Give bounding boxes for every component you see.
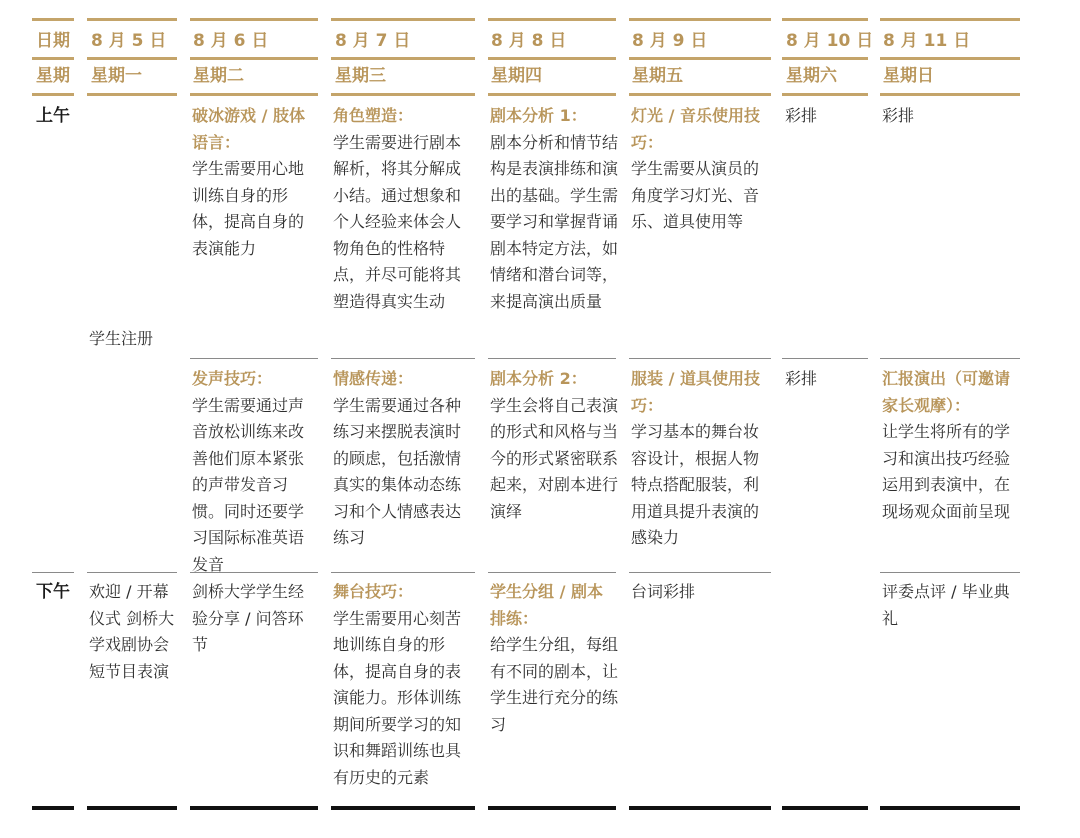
cell-body: 学生需要用心刻苦地训练自身的形体，提高自身的表演能力。形体训练期间所要学习的知识和舞蹈训练也具有历史的元素: [333, 608, 462, 787]
header-top-rule: [32, 18, 74, 21]
cell-body: 评委点评 / 毕业典礼: [882, 582, 1010, 628]
row-divider: [32, 572, 74, 573]
cell-body: 剑桥大学学生经验分享 / 问答环节: [192, 582, 305, 654]
row-divider: [331, 358, 475, 359]
cell-body: 学生会将自己表演的形式和风格与当今的形式紧密联系起来，对剧本进行演绎: [490, 395, 619, 521]
table-bottom-rule: [782, 806, 868, 810]
table-bottom-rule: [190, 806, 318, 810]
cell-title: 灯光 / 音乐使用技巧：: [631, 106, 760, 152]
cell-thu-morning-2: [490, 366, 618, 525]
cell-title: 学生分组 / 剧本排练：: [490, 582, 603, 628]
cell-body: 给学生分组，每组有不同的剧本，让学生进行充分的练习: [490, 635, 619, 734]
cell-mon-afternoon: [89, 579, 177, 685]
header-bottom-rule: [87, 93, 177, 96]
weekday-tue: 星期二: [193, 66, 244, 86]
row-divider: [87, 572, 177, 573]
cell-sun-morning-1: [882, 103, 1022, 130]
header-top-rule: [190, 18, 318, 21]
cell-body: 学生需要进行剧本解析，将其分解成小结。通过想象和个人经验来体会人物角色的性格特点，并尽可能将其塑造得真实生动: [333, 132, 462, 311]
date-mon: 8 月 5 日: [91, 31, 167, 51]
table-bottom-rule: [880, 806, 1020, 810]
header-bottom-rule: [488, 93, 616, 96]
cell-body: 学生需要通过声音放松训练来改善他们原本紧张的声带发音习惯。同时还要学习国际标准英语发音: [192, 395, 305, 574]
date-sat: 8 月 10 日: [786, 31, 874, 51]
date-sun: 8 月 11 日: [883, 31, 971, 51]
header-top-rule: [629, 18, 771, 21]
cell-title: 角色塑造：: [333, 106, 414, 125]
header-mid-rule: [782, 57, 868, 60]
header-bottom-rule: [880, 93, 1020, 96]
cell-title: 破冰游戏 / 肢体语言：: [192, 106, 305, 152]
header-mid-rule: [190, 57, 318, 60]
week-label: 星期: [36, 66, 70, 86]
cell-title: 舞台技巧：: [333, 582, 414, 601]
header-mid-rule: [488, 57, 616, 60]
header-bottom-rule: [782, 93, 868, 96]
table-bottom-rule: [32, 806, 74, 810]
header-mid-rule: [331, 57, 475, 60]
cell-wed-morning-2: [333, 366, 475, 552]
header-mid-rule: [880, 57, 1020, 60]
cell-body: 欢迎 / 开幕仪式 剑桥大学戏剧协会短节目表演: [89, 582, 175, 681]
row-divider: [629, 572, 771, 573]
cell-body: 学习基本的舞台妆容设计，根据人物特点搭配服装，利用道具提升表演的感染力: [631, 422, 760, 547]
row-divider: [782, 358, 868, 359]
weekday-mon: 星期一: [91, 66, 142, 86]
cell-body: 台词彩排: [631, 582, 696, 601]
table-bottom-rule: [87, 806, 177, 810]
cell-wed-afternoon: [333, 579, 475, 791]
header-mid-rule: [32, 57, 74, 60]
cell-title: 剧本分析 1：: [490, 106, 587, 125]
cell-body: 学生需要从演员的角度学习灯光、音乐、道具使用等: [631, 159, 760, 231]
header-bottom-rule: [331, 93, 475, 96]
header-top-rule: [782, 18, 868, 21]
date-label: 日期: [36, 31, 70, 51]
row-divider: [488, 572, 616, 573]
cell-thu-afternoon: [490, 579, 618, 738]
morning-label: 上午: [36, 106, 70, 126]
afternoon-label: 下午: [36, 582, 70, 602]
cell-title: 剧本分析 2：: [490, 369, 587, 388]
header-mid-rule: [87, 57, 177, 60]
weekday-fri: 星期五: [632, 66, 683, 86]
row-divider: [488, 358, 616, 359]
date-fri: 8 月 9 日: [632, 31, 708, 51]
cell-body: 彩排: [785, 369, 818, 388]
cell-body: 学生需要用心地训练自身的形体，提高自身的表演能力: [192, 159, 305, 258]
cell-wed-morning-1: [333, 103, 475, 315]
header-mid-rule: [629, 57, 771, 60]
table-bottom-rule: [488, 806, 616, 810]
cell-body: 让学生将所有的学习和演出技巧经验运用到表演中，在现场观众面前呈现: [882, 422, 1011, 521]
cell-title: 汇报演出（可邀请家长观摩）：: [882, 369, 1011, 415]
header-bottom-rule: [190, 93, 318, 96]
cell-sun-afternoon: [882, 579, 1022, 632]
weekday-sun: 星期日: [883, 66, 934, 86]
header-bottom-rule: [32, 93, 74, 96]
row-divider: [331, 572, 475, 573]
cell-fri-afternoon: [631, 579, 771, 606]
cell-thu-morning-1: [490, 103, 618, 315]
cell-sat-morning-2: [785, 366, 869, 393]
row-divider: [880, 358, 1020, 359]
cell-tue-afternoon: [192, 579, 318, 659]
cell-sun-morning-2: [882, 366, 1022, 525]
cell-body: 彩排: [882, 106, 915, 125]
cell-fri-morning-1: [631, 103, 771, 236]
header-top-rule: [488, 18, 616, 21]
table-bottom-rule: [331, 806, 475, 810]
cell-sat-morning-1: [785, 103, 869, 130]
weekday-thu: 星期四: [491, 66, 542, 86]
date-tue: 8 月 6 日: [193, 31, 269, 51]
row-divider: [629, 358, 771, 359]
cell-title: 情感传递：: [333, 369, 414, 388]
header-top-rule: [331, 18, 475, 21]
cell-body: 彩排: [785, 106, 818, 125]
cell-fri-morning-2: [631, 366, 771, 552]
header-top-rule: [87, 18, 177, 21]
row-divider: [190, 358, 318, 359]
cell-tue-morning-2: [192, 366, 318, 578]
cell-body: 学生需要通过各种练习来摆脱表演时的顾虑，包括激情真实的集体动态练习和个人情感表达练习: [333, 395, 462, 547]
weekday-sat: 星期六: [786, 66, 837, 86]
cell-tue-morning-1: [192, 103, 318, 262]
header-bottom-rule: [629, 93, 771, 96]
header-top-rule: [880, 18, 1020, 21]
weekday-wed: 星期三: [335, 66, 386, 86]
table-bottom-rule: [629, 806, 771, 810]
cell-title: 发声技巧：: [192, 369, 273, 388]
date-wed: 8 月 7 日: [335, 31, 411, 51]
cell-title: 服装 / 道具使用技巧：: [631, 369, 760, 415]
cell-body: 剧本分析和情节结构是表演排练和演出的基础。学生需要学习和掌握背诵剧本特定方法，如情绪和潜台词等，来提高演出质量: [490, 132, 619, 311]
date-thu: 8 月 8 日: [491, 31, 567, 51]
row-divider: [880, 572, 1020, 573]
cell-mon-registration: [89, 326, 177, 353]
cell-body: 学生注册: [89, 329, 154, 348]
